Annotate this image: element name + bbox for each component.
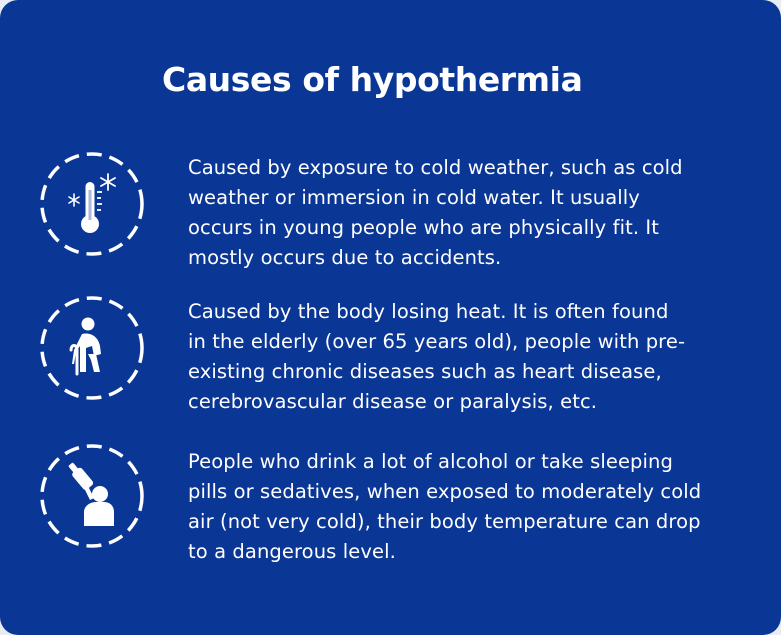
text-line: pills or sedatives, when exposed to moderately cold <box>188 480 702 503</box>
text-line: occurs in young people who are physically fit. It <box>188 216 660 239</box>
text-line: People who drink a lot of alcohol or take sleeping <box>188 450 673 473</box>
text-line: mostly occurs due to accidents. <box>188 246 502 269</box>
text-line: to a dangerous level. <box>188 540 396 563</box>
item-description <box>188 447 758 567</box>
text-line: existing chronic diseases such as heart disease, <box>188 360 662 383</box>
text-line: Caused by exposure to cold weather, such as cold <box>188 156 683 179</box>
text-line: cerebrovascular disease or paralysis, etc. <box>188 390 598 413</box>
text-line: in the elderly (over 65 years old), people with pre- <box>188 330 686 353</box>
thermometer-snowflake-icon <box>38 150 146 258</box>
text-line: air (not very cold), their body temperature can drop <box>188 510 701 533</box>
page-title: Causes of hypothermia <box>162 60 583 99</box>
elderly-person-cane-icon <box>38 294 146 402</box>
item-description <box>188 297 758 417</box>
person-drinking-alcohol-icon <box>38 442 146 550</box>
text-line: weather or immersion in cold water. It usually <box>188 186 640 209</box>
text-line: Caused by the body losing heat. It is often found <box>188 300 669 323</box>
item-description <box>188 153 758 273</box>
